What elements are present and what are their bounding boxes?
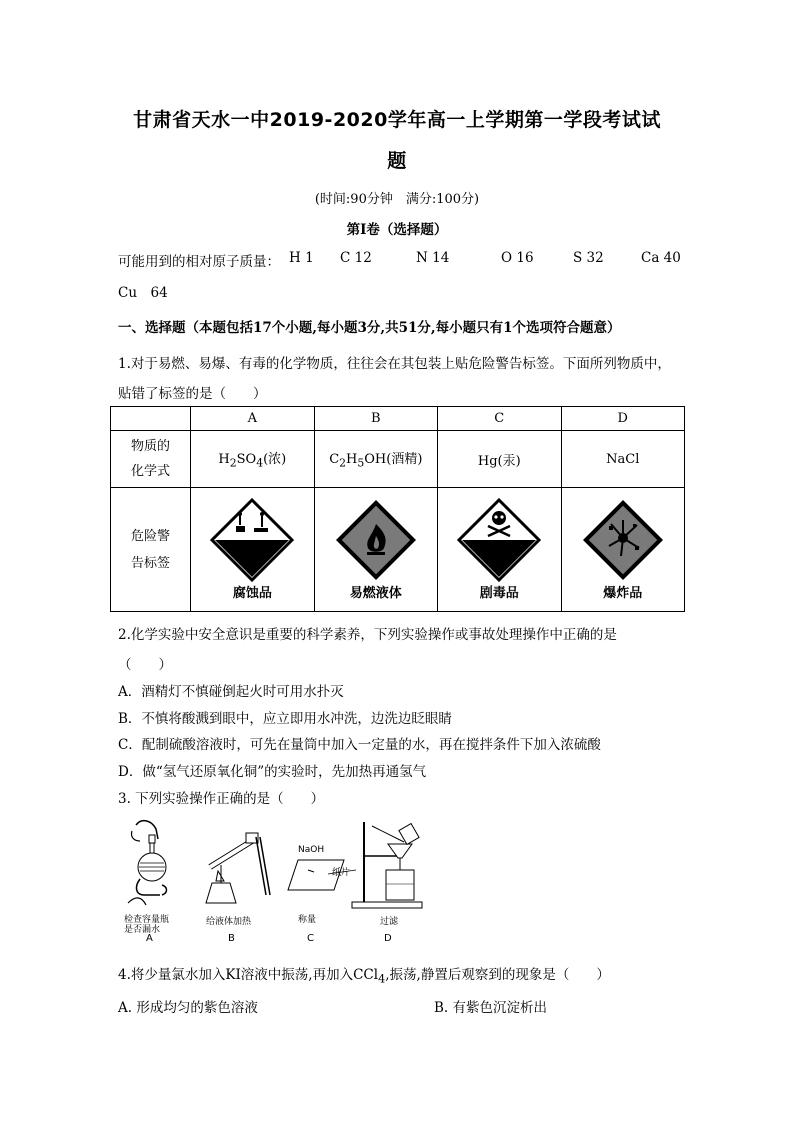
table-header-d: D: [561, 407, 685, 431]
fig-a-caption-line1: 检查容量瓶: [124, 915, 170, 925]
formula-b: $C_2H_5OH$(酒精): [314, 431, 437, 488]
row-label-formula: [111, 431, 191, 488]
fig-b-caption: 给液体加热: [206, 917, 252, 927]
atomic-mass-o: O 16: [501, 250, 534, 266]
q2-stem-line1: 2.化学实验中安全意识是重要的科学素养，下列实验操作或事故处理操作中正确的是: [118, 627, 617, 643]
q1-stem-line1: 1.对于易燃、易爆、有毒的化学物质，往往会在其包装上贴危险警告标签。下面所列物质中，: [118, 356, 671, 372]
atomic-mass-h: H 1: [289, 250, 314, 266]
q2-option-c: C．配制硫酸溶液时，可先在量筒中加入一定量的水，再在搅拌条件下加入浓硫酸: [118, 737, 601, 753]
q3-stem: 3. 下列实验操作正确的是（ ）: [118, 791, 325, 807]
q2-option-d: D．做“氢气还原氧化铜”的实验时，先加热再通氢气: [118, 764, 427, 780]
formula-d: NaCl: [561, 431, 685, 488]
fig-c-caption: 称量: [298, 915, 317, 925]
fig-letter-d: D: [384, 933, 392, 944]
document-title-line2: 题: [387, 150, 407, 172]
hazard-caption-a: 腐蚀品: [232, 586, 272, 601]
hazard-caption-c: 剧毒品: [479, 586, 519, 601]
hazard-caption-d: 爆炸品: [603, 586, 643, 601]
time-info: (时间:90分钟 满分:100分): [314, 192, 480, 207]
part1-heading: 一、选择题（本题包括17个小题,每小题3分,共51分,每小题只有1个选项符合题意）: [118, 320, 621, 336]
atomic-mass-c: C 12: [340, 250, 372, 266]
hazard-cell-c: [438, 488, 561, 612]
fig-letter-b: B: [228, 933, 235, 944]
section-title: 第Ⅰ卷（选择题）: [346, 222, 448, 238]
table-header-a: A: [191, 407, 314, 431]
formula-a: $H_2SO_4$(浓): [191, 431, 314, 488]
row-label-formula-line2: 化学式: [131, 464, 171, 479]
hazard-cell-a: [191, 488, 314, 612]
volumetric-flask-figure: [122, 815, 182, 920]
q4-option-a: A. 形成均匀的紫色溶液: [118, 1000, 258, 1016]
fig-letter-a: A: [146, 933, 153, 944]
row-label-hazard-line1: 危险警: [131, 528, 171, 544]
fig-c-paper-label: 纸片: [332, 868, 351, 878]
hazard-cell-d: [561, 488, 685, 612]
fig-d-caption: 过滤: [380, 917, 399, 927]
flammable-icon: [334, 498, 418, 582]
document-title-line1: 甘肃省天水一中2019-2020学年高一上学期第一学段考试试: [133, 109, 661, 131]
atomic-mass-s: S 32: [573, 250, 604, 266]
formula-c: Hg(汞): [438, 431, 561, 488]
fig-a-caption-line2: 是否漏水: [124, 925, 161, 935]
toxic-skull-icon: [457, 498, 541, 582]
table-header-b: B: [314, 407, 437, 431]
q4-stem: 4.将少量氯水加入KI溶液中振荡,再加入CCl$_4$,振荡,静置后观察到的现象是（ ）: [118, 967, 610, 986]
fig-letter-c: C: [307, 933, 314, 944]
fig-c-naoh-label: NaOH: [298, 845, 325, 855]
filtration-figure: [348, 818, 428, 913]
table-header-c: C: [438, 407, 561, 431]
test-tube-heating-figure: [200, 825, 275, 910]
explosive-icon: [581, 498, 665, 582]
row-label-formula-line1: 物质的: [131, 439, 171, 454]
q2-option-b: B．不慎将酸溅到眼中，应立即用水冲洗，边洗边眨眼睛: [118, 711, 452, 727]
hazard-label-table: [110, 406, 685, 612]
q4-option-b: B. 有紫色沉淀析出: [434, 1000, 548, 1016]
hazard-cell-b: [314, 488, 437, 612]
q2-stem-line2: （ ）: [118, 657, 172, 673]
q2-option-a: A．酒精灯不慎碰倒起火时可用水扑灭: [118, 684, 344, 700]
table-corner-cell: [111, 407, 191, 431]
row-label-hazard-line2: 告标签: [131, 555, 171, 571]
corrosive-icon: [210, 498, 294, 582]
atomic-mass-n: N 14: [416, 250, 450, 266]
atomic-mass-ca: Ca 40: [641, 250, 681, 266]
row-label-hazard: [111, 488, 191, 612]
atomic-mass-label: 可能用到的相对原子质量：: [118, 254, 280, 270]
q1-stem-line2: 贴错了标签的是（ ）: [118, 386, 267, 402]
atomic-mass-cu: Cu 64: [118, 285, 168, 301]
hazard-caption-b: 易燃液体: [349, 586, 402, 601]
